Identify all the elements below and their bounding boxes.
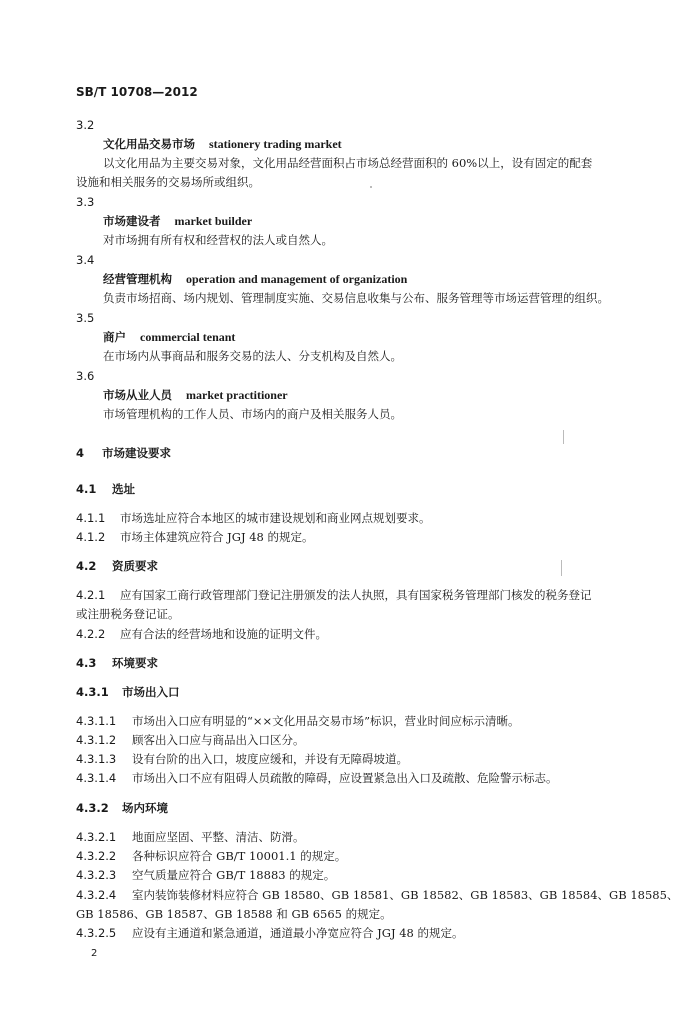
clause <box>76 829 305 845</box>
clause-continuation: 或注册税务登记证。 <box>76 607 180 621</box>
term-number: 3.3 <box>76 195 95 209</box>
section-number: 4.2 <box>76 559 97 573</box>
clause-text: 市场出入口不应有阻碍人员疏散的障碍，应设置紧急出入口及疏散、危险警示标志。 <box>132 771 558 785</box>
section-title: 资质要求 <box>112 559 158 573</box>
clause-number: 4.3.1.3 <box>76 752 117 766</box>
term-heading <box>103 387 288 403</box>
clause-text: 室内装饰装修材料应符合 GB 18580、GB 18581、GB 18582、GB 18583、GB 18584、GB 18585、 <box>132 888 679 902</box>
section-heading <box>76 684 180 700</box>
term-zh: 经营管理机构 <box>103 272 172 286</box>
clause <box>76 626 327 642</box>
clause <box>76 848 346 864</box>
clause-number: 4.3.1.4 <box>76 771 117 785</box>
term-en: operation and management of organization <box>186 272 408 286</box>
clause <box>76 529 314 545</box>
clause <box>76 713 520 729</box>
clause-number: 4.3.2.1 <box>76 830 117 844</box>
term-en: market builder <box>174 214 253 228</box>
term-definition: 以文化用品为主要交易对象，文化用品经营面积占市场总经营面积的 60%以上，设有固定的配套 <box>103 156 593 170</box>
clause-number: 4.1.2 <box>76 530 106 544</box>
term-zh: 市场建设者 <box>103 214 161 228</box>
term-number: 3.5 <box>76 311 95 325</box>
clause <box>76 770 558 786</box>
clause <box>76 732 305 748</box>
clause-number: 4.2.2 <box>76 627 106 641</box>
clause-text: 应有国家工商行政管理部门登记注册颁发的法人执照，具有国家税务管理部门核发的税务登记 <box>120 588 592 602</box>
section-heading <box>76 655 158 671</box>
section-heading <box>76 558 158 574</box>
clause-number: 4.2.1 <box>76 588 106 602</box>
term-heading <box>103 271 407 287</box>
section-title: 场内环境 <box>122 801 168 815</box>
clause-text: 顾客出入口应与商品出入口区分。 <box>132 733 305 747</box>
section-title: 环境要求 <box>112 656 158 670</box>
section-heading <box>76 800 168 816</box>
clause-text: 各种标识应符合 GB/T 10001.1 的规定。 <box>132 849 347 863</box>
standard-header: SB/T 10708—2012 <box>76 85 198 99</box>
term-heading <box>103 213 252 229</box>
clause-text: 设有台阶的出入口，坡度应缓和，并设有无障碍坡道。 <box>132 752 408 766</box>
section-number: 4.3 <box>76 656 97 670</box>
term-definition: 市场管理机构的工作人员、市场内的商户及相关服务人员。 <box>103 407 402 421</box>
clause-text: 市场选址应符合本地区的城市建设规划和商业网点规划要求。 <box>120 511 431 525</box>
clause-text: 空气质量应符合 GB/T 18883 的规定。 <box>132 868 336 882</box>
clause-number: 4.3.2.2 <box>76 849 117 863</box>
term-definition: 设施和相关服务的交易场所或组织。 <box>76 175 260 189</box>
term-zh: 文化用品交易市场 <box>103 137 195 151</box>
clause-text: 市场主体建筑应符合 JGJ 48 的规定。 <box>120 530 314 544</box>
section-title: 市场出入口 <box>122 685 180 699</box>
clause <box>76 510 431 526</box>
term-en: market practitioner <box>186 388 288 402</box>
scan-speck <box>563 430 564 444</box>
scan-speck <box>370 186 372 188</box>
term-zh: 商户 <box>103 330 126 344</box>
term-en: commercial tenant <box>140 330 236 344</box>
clause-number: 4.3.2.4 <box>76 888 117 902</box>
term-definition: 负责市场招商、场内规划、管理制度实施、交易信息收集与公布、服务管理等市场运营管理的组织。 <box>103 291 609 305</box>
section-number: 4.3.2 <box>76 801 109 815</box>
page-number: 2 <box>91 948 98 959</box>
term-number: 3.2 <box>76 118 95 132</box>
clause-text: 应有合法的经营场地和设施的证明文件。 <box>120 627 327 641</box>
clause-number: 4.3.2.3 <box>76 868 117 882</box>
section-title: 选址 <box>112 482 135 496</box>
term-heading <box>103 329 235 345</box>
scan-speck <box>561 560 562 576</box>
term-en: stationery trading market <box>209 137 342 151</box>
clause-number: 4.3.2.5 <box>76 926 117 940</box>
clause <box>76 867 335 883</box>
clause-number: 4.3.1.2 <box>76 733 117 747</box>
section-number: 4.1 <box>76 482 97 496</box>
clause <box>76 925 464 941</box>
term-definition: 在市场内从事商品和服务交易的法人、分支机构及自然人。 <box>103 349 402 363</box>
section-number: 4.3.1 <box>76 685 109 699</box>
section-heading <box>76 481 135 497</box>
clause <box>76 587 592 603</box>
section-number: 4 <box>76 446 85 460</box>
clause-continuation: GB 18586、GB 18587、GB 18588 和 GB 6565 的规定。 <box>76 907 392 921</box>
clause <box>76 751 408 767</box>
term-heading <box>103 136 342 152</box>
clause-text: 地面应坚固、平整、清洁、防滑。 <box>132 830 305 844</box>
section-title: 市场建设要求 <box>102 446 171 460</box>
section-heading <box>76 445 171 461</box>
term-number: 3.4 <box>76 253 95 267</box>
term-definition: 对市场拥有所有权和经营权的法人或自然人。 <box>103 233 333 247</box>
clause <box>76 887 678 903</box>
clause-number: 4.1.1 <box>76 511 106 525</box>
term-zh: 市场从业人员 <box>103 388 172 402</box>
clause-text: 应设有主通道和紧急通道，通道最小净宽应符合 JGJ 48 的规定。 <box>132 926 464 940</box>
term-number: 3.6 <box>76 369 95 383</box>
clause-number: 4.3.1.1 <box>76 714 117 728</box>
clause-text: 市场出入口应有明显的“××文化用品交易市场”标识，营业时间应标示清晰。 <box>132 714 520 728</box>
